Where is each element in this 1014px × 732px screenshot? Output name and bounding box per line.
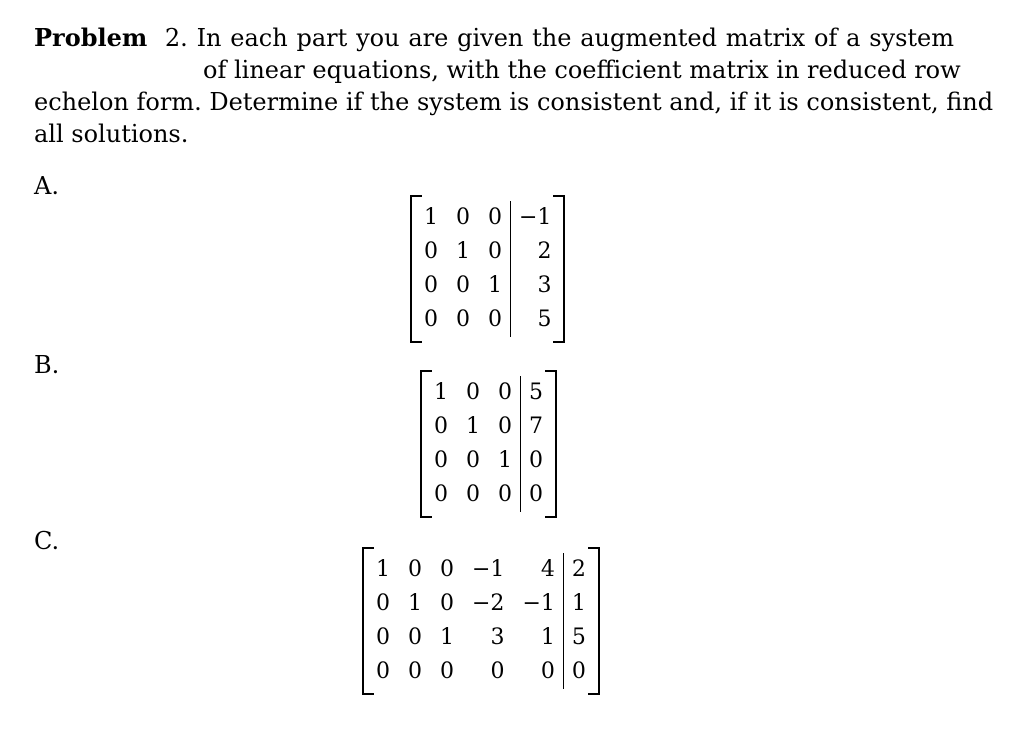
matrix-entry: 0 [456, 205, 470, 230]
matrix-entry: 0 [488, 205, 502, 230]
matrix-entry: 0 [434, 414, 448, 439]
matrix-entry: 1 [376, 557, 390, 582]
matrix-left-bracket [410, 195, 422, 343]
matrix-right-bracket [545, 370, 557, 518]
matrix-entry: 0 [466, 482, 480, 507]
matrix-entry: 0 [490, 659, 505, 684]
augmented-column [511, 201, 551, 337]
matrix-entry: 0 [440, 557, 454, 582]
matrix-entry: 0 [424, 273, 438, 298]
matrix-entry: 0 [434, 448, 448, 473]
augmented-entry: 5 [529, 380, 543, 405]
matrix-entry: 0 [440, 659, 454, 684]
matrix-left-bracket [420, 370, 432, 518]
matrix-entry: 0 [424, 307, 438, 332]
augmented-entry: 7 [529, 414, 543, 439]
coefficient-block [434, 376, 521, 512]
problem-line-1 [34, 22, 954, 54]
augmented-entry: 2 [571, 557, 586, 582]
matrix-entry: 0 [498, 414, 512, 439]
augmented-entry: 1 [571, 591, 586, 616]
matrix-entry: −1 [522, 591, 555, 616]
matrix-entry: 4 [540, 557, 555, 582]
matrix-entry: 1 [408, 591, 422, 616]
matrix-entry: 0 [498, 482, 512, 507]
problem-line-3: echelon form. Determine if the system is consistent and, if it is consistent, find [34, 88, 994, 116]
matrix-right-bracket [553, 195, 565, 343]
matrix-entry: 1 [456, 239, 470, 264]
coefficient-block [424, 201, 511, 337]
matrix-entry: 0 [376, 659, 390, 684]
matrix-entry: 0 [408, 557, 422, 582]
problem-line-2: of linear equations, with the coefficient matrix in reduced row [203, 56, 961, 84]
coefficient-block [376, 553, 564, 689]
matrix-entry: 1 [540, 625, 555, 650]
matrix-entry: 0 [456, 307, 470, 332]
augmented-column [521, 376, 543, 512]
augmented-entry: 5 [537, 307, 552, 332]
augmented-entry: −1 [519, 205, 552, 230]
matrix-entry: −2 [472, 591, 505, 616]
matrix-b [420, 370, 557, 518]
matrix-entry: 0 [440, 591, 454, 616]
matrix-entry: 0 [434, 482, 448, 507]
matrix-a [410, 195, 565, 343]
matrix-entry: 0 [408, 659, 422, 684]
matrix-entry: 0 [424, 239, 438, 264]
augmented-entry: 0 [529, 482, 543, 507]
matrix-entry: 0 [456, 273, 470, 298]
augmented-entry: 5 [571, 625, 586, 650]
matrix-entry: 0 [488, 239, 502, 264]
matrix-entry: 1 [440, 625, 454, 650]
problem-text-1: In each part you are given the augmented matrix of a system [196, 24, 954, 52]
matrix-left-bracket [362, 547, 374, 695]
matrix-entry: 0 [498, 380, 512, 405]
matrix-right-bracket [588, 547, 600, 695]
problem-statement [34, 22, 994, 150]
problem-line-4: all solutions. [34, 120, 189, 148]
augmented-column [564, 553, 586, 689]
matrix-entry: 1 [488, 273, 502, 298]
matrix-entry: 0 [488, 307, 502, 332]
part-c-label: C. [34, 527, 60, 555]
matrix-entry: −1 [472, 557, 505, 582]
matrix-entry: 0 [376, 625, 390, 650]
augmented-entry: 0 [529, 448, 543, 473]
part-b-label: B. [34, 351, 60, 379]
matrix-c [362, 547, 600, 695]
matrix-entry: 1 [424, 205, 438, 230]
part-a-label: A. [34, 172, 59, 200]
matrix-entry: 0 [466, 380, 480, 405]
augmented-entry: 3 [537, 273, 552, 298]
problem-number: 2. [164, 24, 188, 52]
matrix-entry: 0 [466, 448, 480, 473]
matrix-entry: 3 [490, 625, 505, 650]
augmented-entry: 0 [571, 659, 586, 684]
matrix-entry: 1 [434, 380, 448, 405]
matrix-entry: 1 [498, 448, 512, 473]
matrix-entry: 1 [466, 414, 480, 439]
problem-label: Problem [34, 23, 148, 52]
matrix-entry: 0 [408, 625, 422, 650]
matrix-entry: 0 [540, 659, 555, 684]
augmented-entry: 2 [537, 239, 552, 264]
matrix-entry: 0 [376, 591, 390, 616]
